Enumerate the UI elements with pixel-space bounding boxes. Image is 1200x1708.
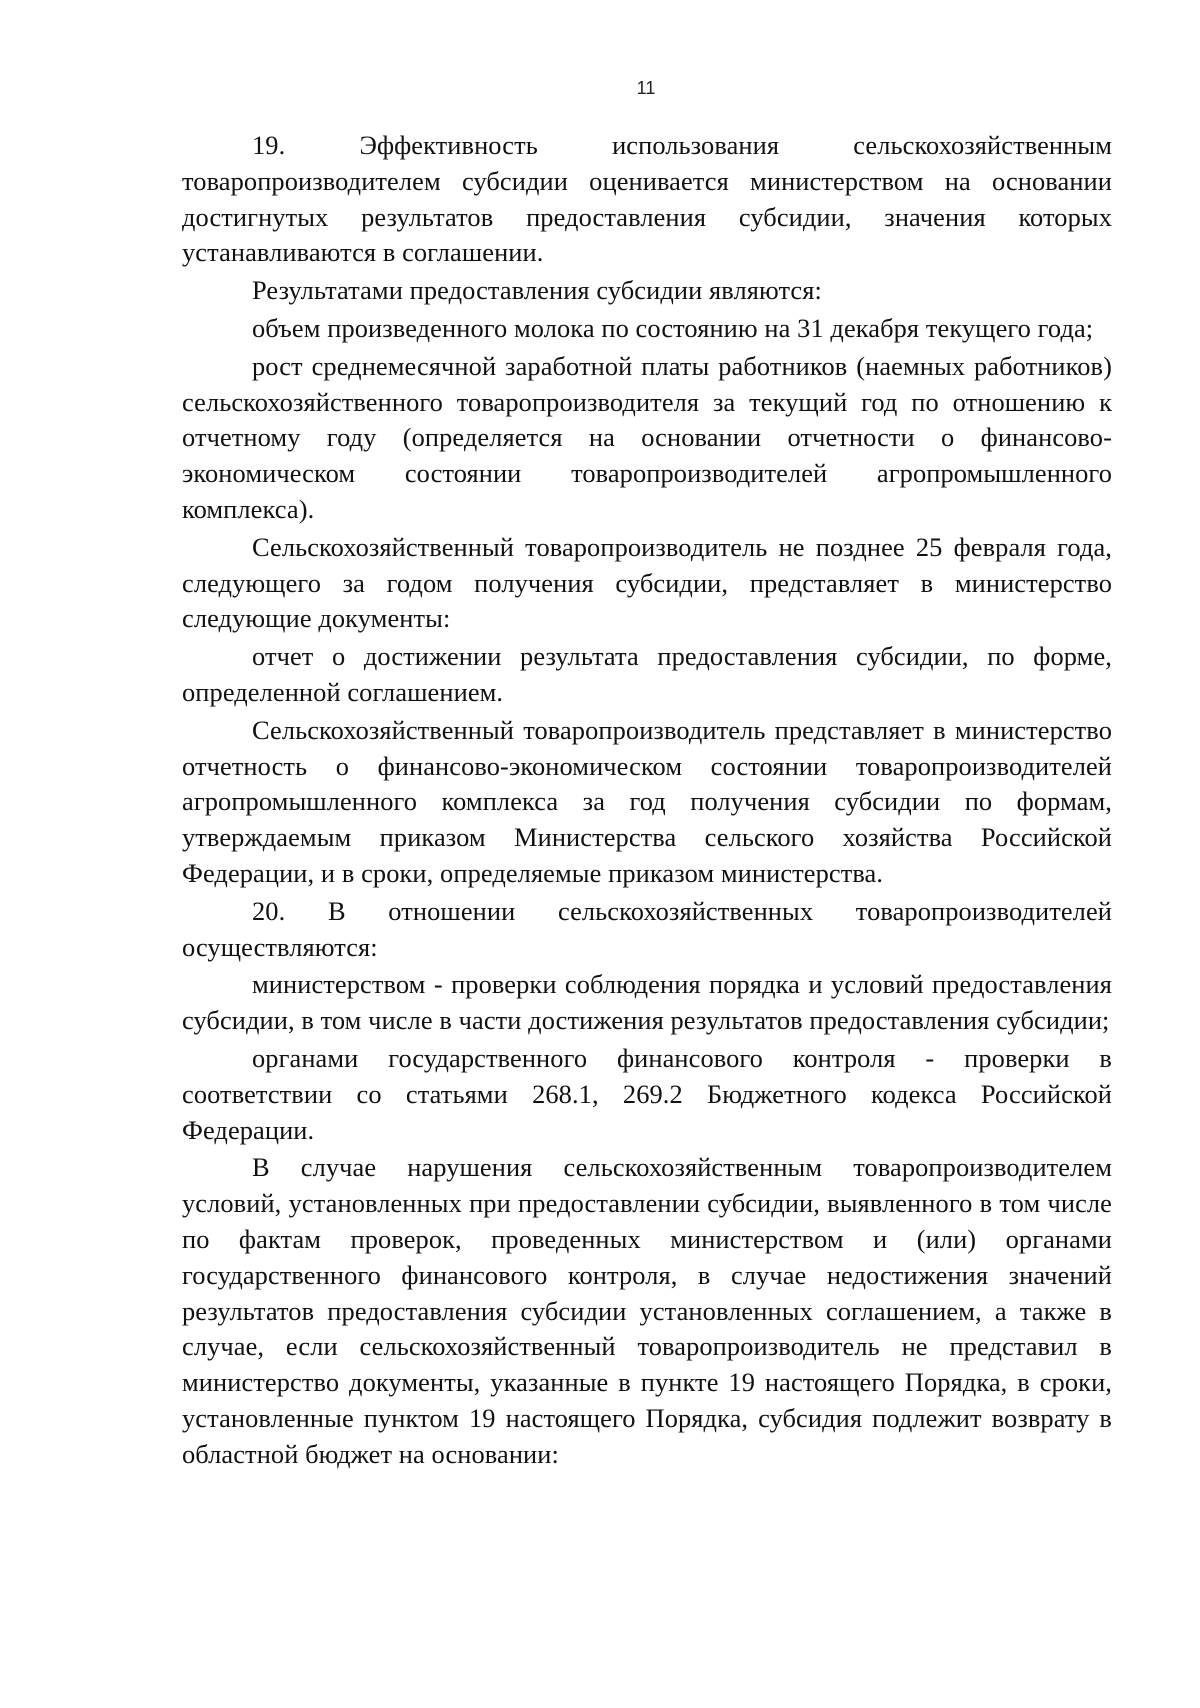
paragraph-report: отчет о достижении результата предоставления субсидии, по форме, определенной соглашением. bbox=[182, 641, 1112, 707]
paragraph-financial-reporting: Сельскохозяйственный товаропроизводитель представляет в министерство отчетность о финансово-экономическом состоянии товаропроизводителей агропромышленного комплекса за год получения субсидии по формам, утверждаемым приказом Министерства сельского хозяйства Российской Федерации, и в сроки, определяемые приказом министерства. bbox=[182, 714, 1112, 888]
paragraph-results-intro: Результатами предоставления субсидии являются: bbox=[252, 275, 822, 306]
paragraph-salary-growth: рост среднемесячной заработной платы работников (наемных работников) сельскохозяйственного товаропроизводителя за текущий год по отношению к отчетному году (определяется на основании отчетности о финансово-экономическом состоянии товаропроизводителей агропромышленного комплекса). bbox=[182, 350, 1112, 524]
paragraph-20-inspections: 20. В отношении сельскохозяйственных товаропроизводителей осуществляются: bbox=[182, 895, 1112, 962]
paragraph-milk-volume: объем произведенного молока по состоянию на 31 декабря текущего года; bbox=[252, 312, 1094, 343]
paragraph-financial-control: органами государственного финансового контроля - проверки в соответствии со статьями 268.1, 269.2 Бюджетного кодекса Российской Федерации. bbox=[182, 1042, 1112, 1145]
document-body bbox=[182, 128, 1112, 1472]
paragraph-19-efficiency: 19. Эффективность использования сельскохозяйственным товаропроизводителем субсидии оценивается министерством на основании достигнутых результатов предоставления субсидии, значения которых устанавливаются в соглашении. bbox=[182, 130, 1112, 268]
paragraph-documents-deadline: Сельскохозяйственный товаропроизводитель не позднее 25 февраля года, следующего за годом получения субсидии, представляет в министерство следующие документы: bbox=[182, 531, 1112, 634]
page-number: 11 bbox=[636, 78, 656, 98]
paragraph-ministry-checks: министерством - проверки соблюдения порядка и условий предоставления субсидии, в том числе в части достижения результатов предоставления субсидии; bbox=[182, 969, 1112, 1036]
paragraph-violation-refund: В случае нарушения сельскохозяйственным товаропроизводителем условий, установленных при предоставлении субсидии, выявленного в том числе по фактам проверок, проведенных министерством и (или) органами государственного финансового контроля, в случае недостижения значений результатов предоставления субсидии установленных соглашением, а также в случае, если сельскохозяйственный товаропроизводитель не представил в министерство документы, указанные в пункте 19 настоящего Порядка, в сроки, установленные пунктом 19 настоящего Порядка, субсидия подлежит возврату в областной бюджет на основании: bbox=[182, 1152, 1112, 1469]
